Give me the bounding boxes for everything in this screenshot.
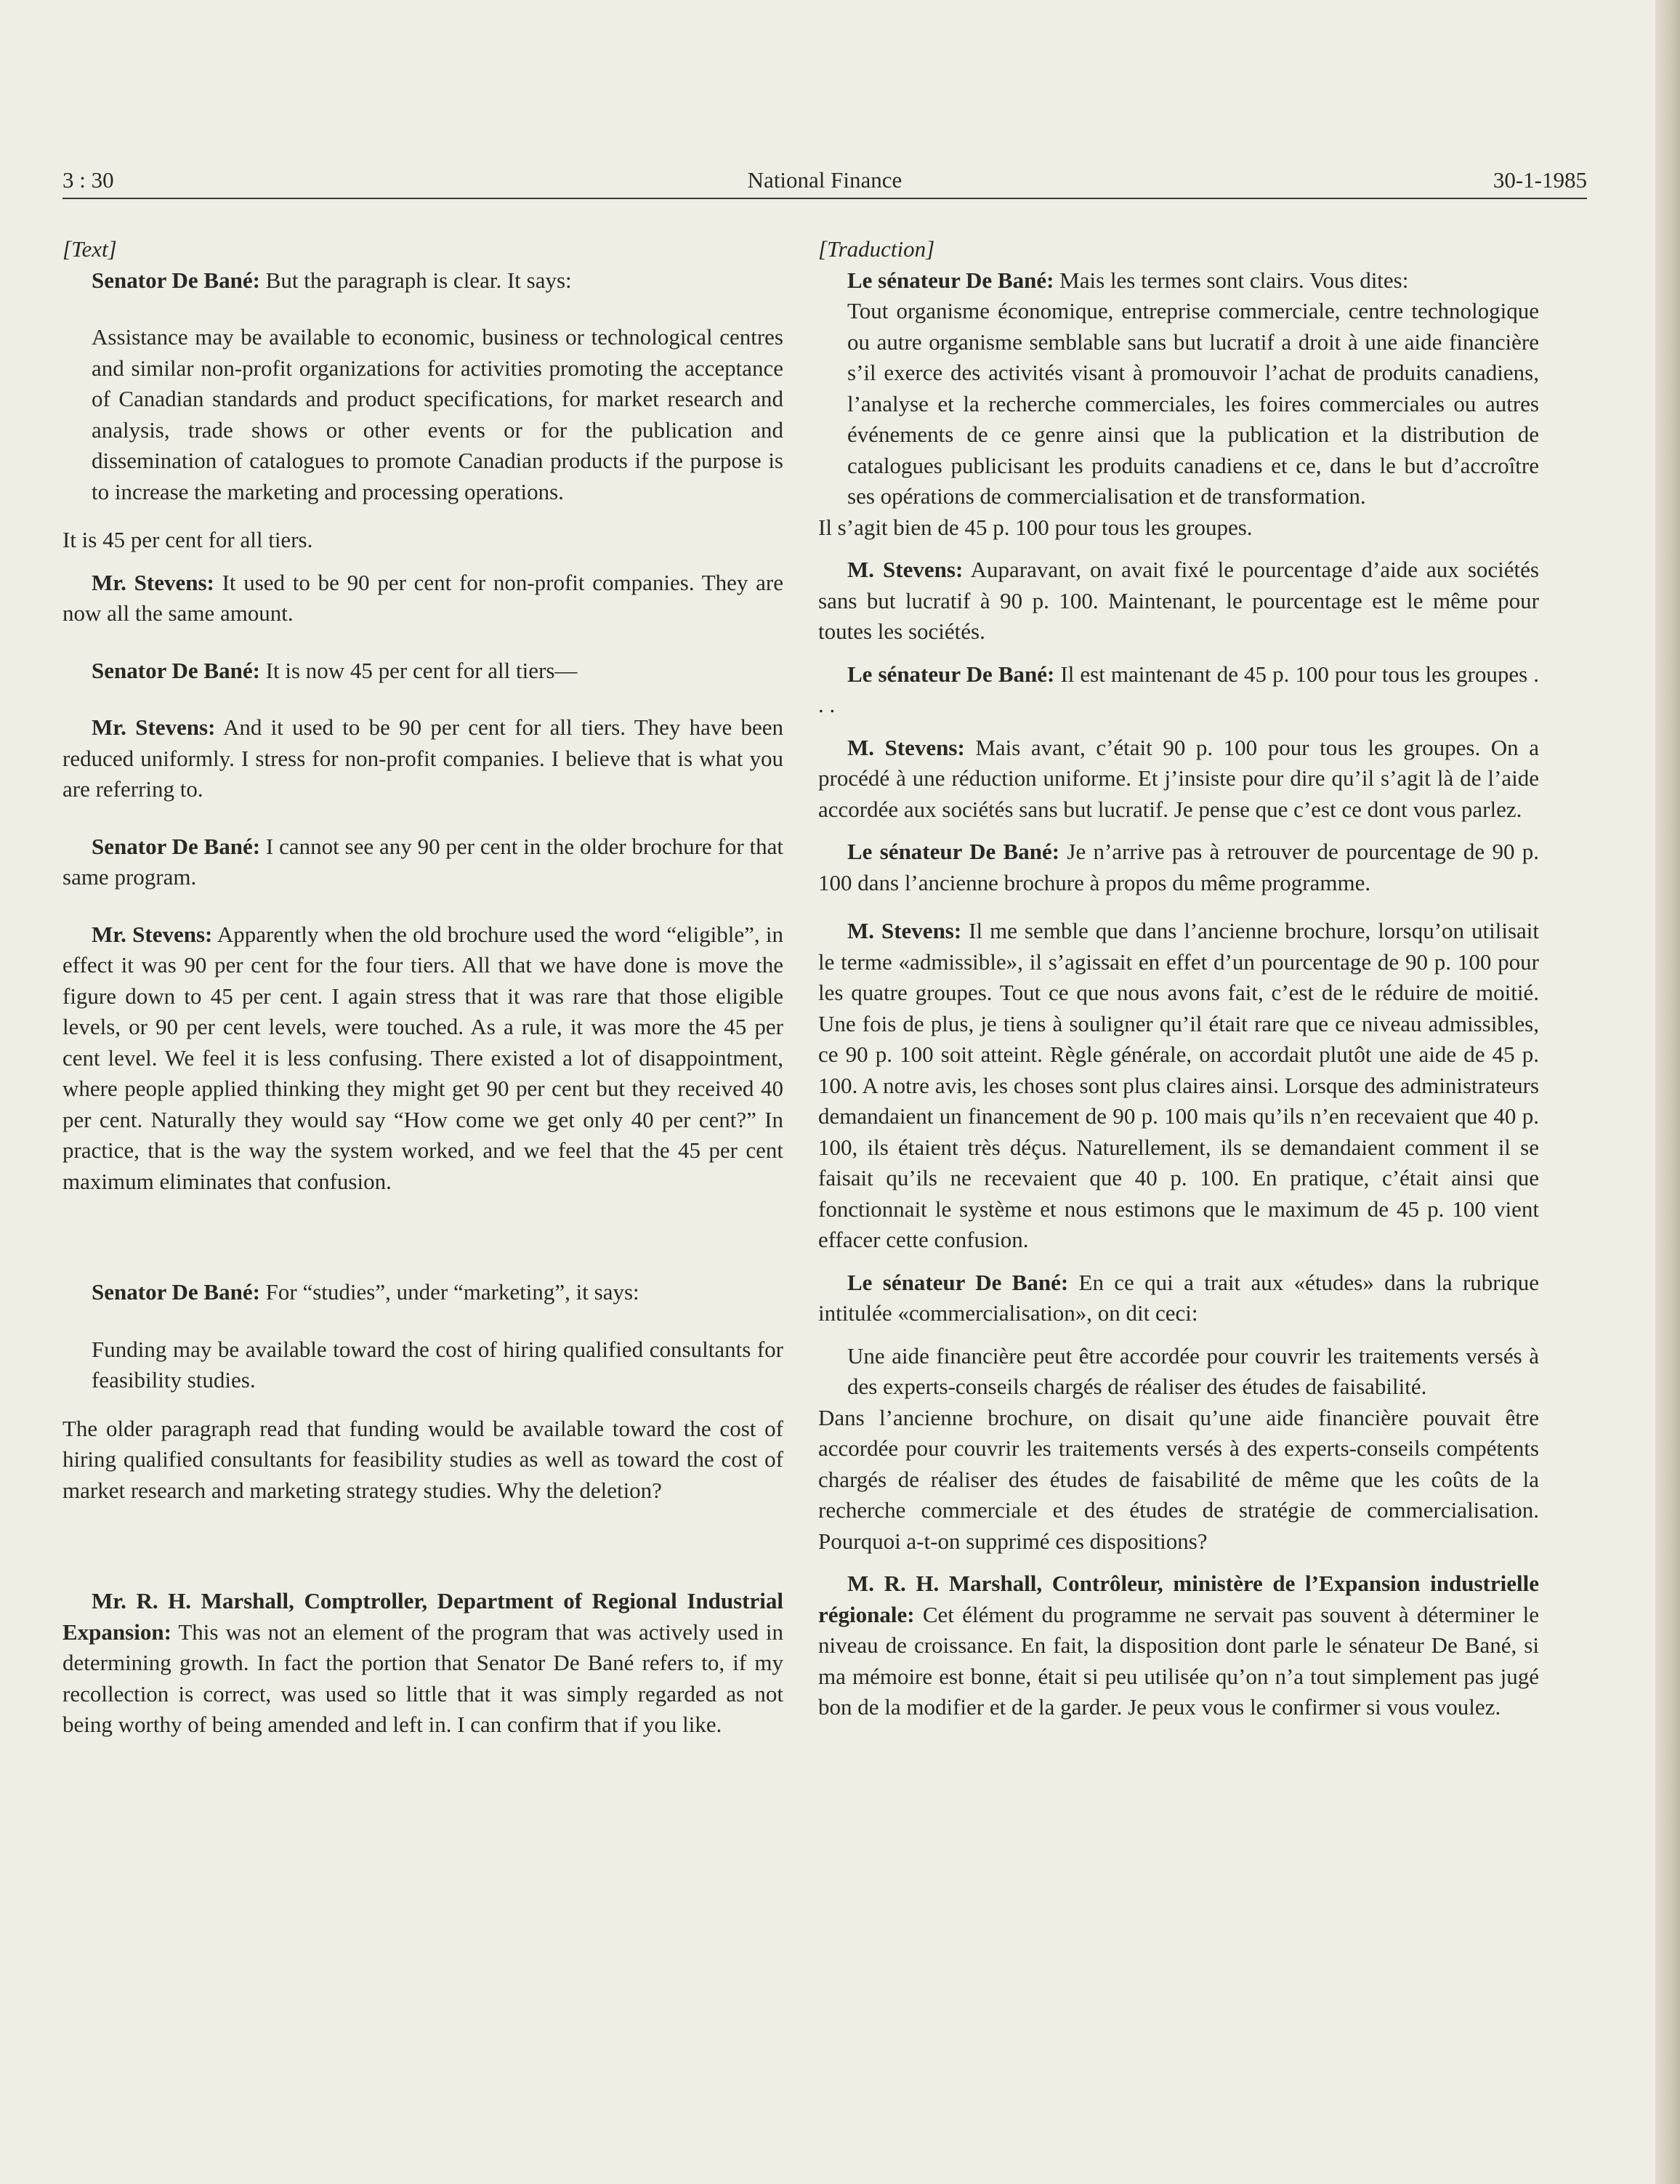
speaker-name: M. Stevens: — [847, 918, 962, 943]
speech-paragraph — [62, 712, 783, 805]
body-paragraph: It is 45 per cent for all tiers. — [62, 527, 313, 552]
speech-text: En ce qui a trait aux «études» dans la rubrique intitulée «commercialisation», on dit ceci: — [818, 1269, 1539, 1326]
speech-text: But the paragraph is clear. It says: — [259, 267, 572, 293]
speaker-name: Le sénateur De Bané: — [847, 267, 1054, 293]
speech-text: And it used to be 90 per cent for all tiers. They have been reduced uniformly. I stress for non-profit companies. I believe that is what you are referring to. — [62, 714, 783, 802]
body-paragraph: Dans l’ancienne brochure, on disait qu’une aide financière pouvait être accordée pour couvrir les traitements versés à des experts-conseils compétents chargés de réaliser des études de faisabilité de même que les coûts de la recherche commerciale et des études de stratégie de commercialisation. Pourquoi a-t-on supprimé ces dispositions? — [818, 1404, 1539, 1554]
speech-paragraph — [818, 916, 1539, 1256]
speech-paragraph — [818, 555, 1539, 648]
speech-paragraph — [818, 1568, 1539, 1723]
speech-text: For “studies”, under “marketing”, it says: — [259, 1279, 639, 1305]
speech-paragraph — [818, 837, 1539, 898]
speech-text: Apparently when the old brochure used the word “eligible”, in effect it was 90 per cent for the four tiers. All that we have done is move the figure down to 45 per cent. I again stress that it was rare that those eligible levels, or 90 per cent levels, were touched. As a rule, it was more the 45 per cent level. We feel it is less confusing. There existed a lot of disappointment, where people applied thinking they might get 90 per cent but they received 40 per cent. Naturally they would say “How come we get only 40 per cent?” In practice, that is the way the system worked, and we feel that the 45 per cent maximum eliminates that confusion. — [62, 921, 783, 1194]
speech-paragraph — [62, 656, 783, 687]
speech-paragraph — [62, 568, 783, 629]
speech-text: It is now 45 per cent for all tiers— — [259, 657, 578, 683]
speech-paragraph — [62, 831, 783, 893]
quoted-passage: Funding may be available toward the cost of hiring qualified consultants for feasibility studies. — [92, 1336, 783, 1393]
speaker-name: Mr. R. H. Marshall, Comptroller, Department of Regional Industrial Expansion: — [62, 1588, 783, 1645]
speech-paragraph — [818, 733, 1539, 826]
speaker-name: M. Stevens: — [847, 557, 964, 582]
speaker-name: M. R. H. Marshall, Contrôleur, ministère de l’Expansion industrielle régionale: — [818, 1571, 1539, 1627]
body-paragraph: Il s’agit bien de 45 p. 100 pour tous les groupes. — [818, 514, 1253, 540]
speech-text: It used to be 90 per cent for non-profit companies. They are now all the same amount. — [62, 569, 783, 626]
language-tag: [Traduction] — [818, 236, 935, 262]
speech-paragraph — [62, 1586, 783, 1741]
quoted-passage: Assistance may be available to economic, business or technological centres and similar non-profit organizations for activities promoting the acceptance of Canadian standards and product specifications, for market research and analysis, trade shows or other events or for the publication and dissemination of catalogues to promote Canadian products if the purpose is to increase the marketing and processing operations. — [92, 324, 783, 504]
speaker-name: Mr. Stevens: — [92, 569, 214, 595]
committee-name: National Finance — [747, 167, 902, 193]
quoted-passage: Tout organisme économique, entreprise commerciale, centre technologique ou autre organisme semblable sans but lucratif a droit à une aide financière s’il exerce des activités visant à promouvoir l’achat de produits canadiens, l’analyse et la recherche commerciales, les foires commerciales ou autres événements de ce genre ainsi que la publication et la distribution de catalogues publicisant les produits canadiens et ce, dans le but d’accroître ses opérations de commercialisation et de transformation. — [847, 298, 1539, 509]
speaker-name: Le sénateur De Bané: — [847, 839, 1060, 864]
speech-paragraph — [62, 265, 783, 297]
speech-paragraph — [818, 659, 1539, 721]
speaker-name: Mr. Stevens: — [92, 714, 216, 740]
speaker-name: Senator De Bané: — [92, 267, 260, 293]
speech-text: Mais avant, c’était 90 p. 100 pour tous les groupes. On a procédé à une réduction uniforme. Et j’insiste pour dire qu’il s’agit là de l’aide accordée aux sociétés sans but lucratif. Je pense que c’est ce dont vous parlez. — [818, 734, 1539, 822]
speaker-name: Senator De Bané: — [92, 833, 261, 859]
speech-text: Il me semble que dans l’ancienne brochure, lorsqu’on utilisait le terme «admissible», il s’agissait en effet d’un pourcentage de 90 p. 100 pour les quatre groupes. Tout ce que nous avons fait, c’est de le réduire de moitié. Une fois de plus, je tiens à souligner qu’il était rare que ce niveau admissibles, ce 90 p. 100 soit atteint. Règle générale, on accordait plutôt une aide de 45 p. 100. A notre avis, les choses sont plus claires ainsi. Lorsque des administrateurs demandaient un financement de 90 p. 100 mais qu’ils n’en recevaient que 40 p. 100, ils étaient très déçus. Naturellement, ils se demandaient comment il se faisait qu’ils ne recevaient que 40 p. 100. En pratique, c’était ainsi que fonctionnait le système et nous estimons que le maximum de 45 p. 100 vient effacer cette confusion. — [818, 918, 1539, 1252]
speech-text: Mais les termes sont clairs. Vous dites: — [1054, 267, 1409, 293]
page-edge — [1655, 0, 1680, 2184]
speech-text: This was not an element of the program that was actively used in determining growth. In fact the portion that Senator De Bané refers to, if my recollection is correct, was used so little that it was simply regarded as not being worthy of being amended and left in. I can confirm that if you like. — [62, 1619, 783, 1737]
speaker-name: Le sénateur De Bané: — [847, 1269, 1069, 1295]
speech-text: Auparavant, on avait fixé le pourcentage d’aide aux sociétés sans but lucratif à 90 p. 100. Maintenant, le pourcentage est le même pour toutes les sociétés. — [818, 557, 1539, 644]
speech-paragraph — [62, 919, 783, 1198]
speaker-name: Le sénateur De Bané: — [847, 661, 1055, 687]
speaker-name: Mr. Stevens: — [92, 921, 213, 947]
speaker-name: Senator De Bané: — [92, 657, 260, 683]
quoted-passage: Une aide financière peut être accordée pour couvrir les traitements versés à des experts-conseils chargés de réaliser des études de faisabilité. — [847, 1342, 1539, 1399]
speaker-name: Senator De Bané: — [92, 1279, 260, 1305]
french-column — [818, 234, 1539, 1723]
speech-text: Cet élément du programme ne servait pas souvent à déterminer le niveau de croissance. En fait, la disposition dont parle le sénateur De Bané, si ma mémoire est bonne, était si peu utilisée qu’on n’a tout simplement pas jugé bon de la modifier et de la garder. Je peux vous le confirmer si vous voulez. — [818, 1601, 1539, 1720]
body-paragraph: The older paragraph read that funding would be available toward the cost of hiring qualified consultants for feasibility studies as well as toward the cost of market research and marketing strategy studies. Why the deletion? — [62, 1415, 783, 1503]
speech-paragraph — [818, 1268, 1539, 1329]
speech-paragraph — [62, 1277, 783, 1308]
issue-date: 30-1-1985 — [1493, 167, 1587, 193]
page-number: 3 : 30 — [62, 167, 114, 193]
english-column — [62, 234, 783, 1741]
speaker-name: M. Stevens: — [847, 734, 965, 760]
language-tag: [Text] — [62, 236, 117, 262]
speech-text: Je n’arrive pas à retrouver de pourcentage de 90 p. 100 dans l’ancienne brochure à propos du même programme. — [818, 839, 1539, 895]
speech-text: Il est maintenant de 45 p. 100 pour tous les groupes . . . — [818, 661, 1540, 717]
page-header — [62, 161, 1587, 199]
speech-text: I cannot see any 90 per cent in the older brochure for that same program. — [62, 833, 783, 890]
speech-paragraph — [818, 265, 1539, 297]
